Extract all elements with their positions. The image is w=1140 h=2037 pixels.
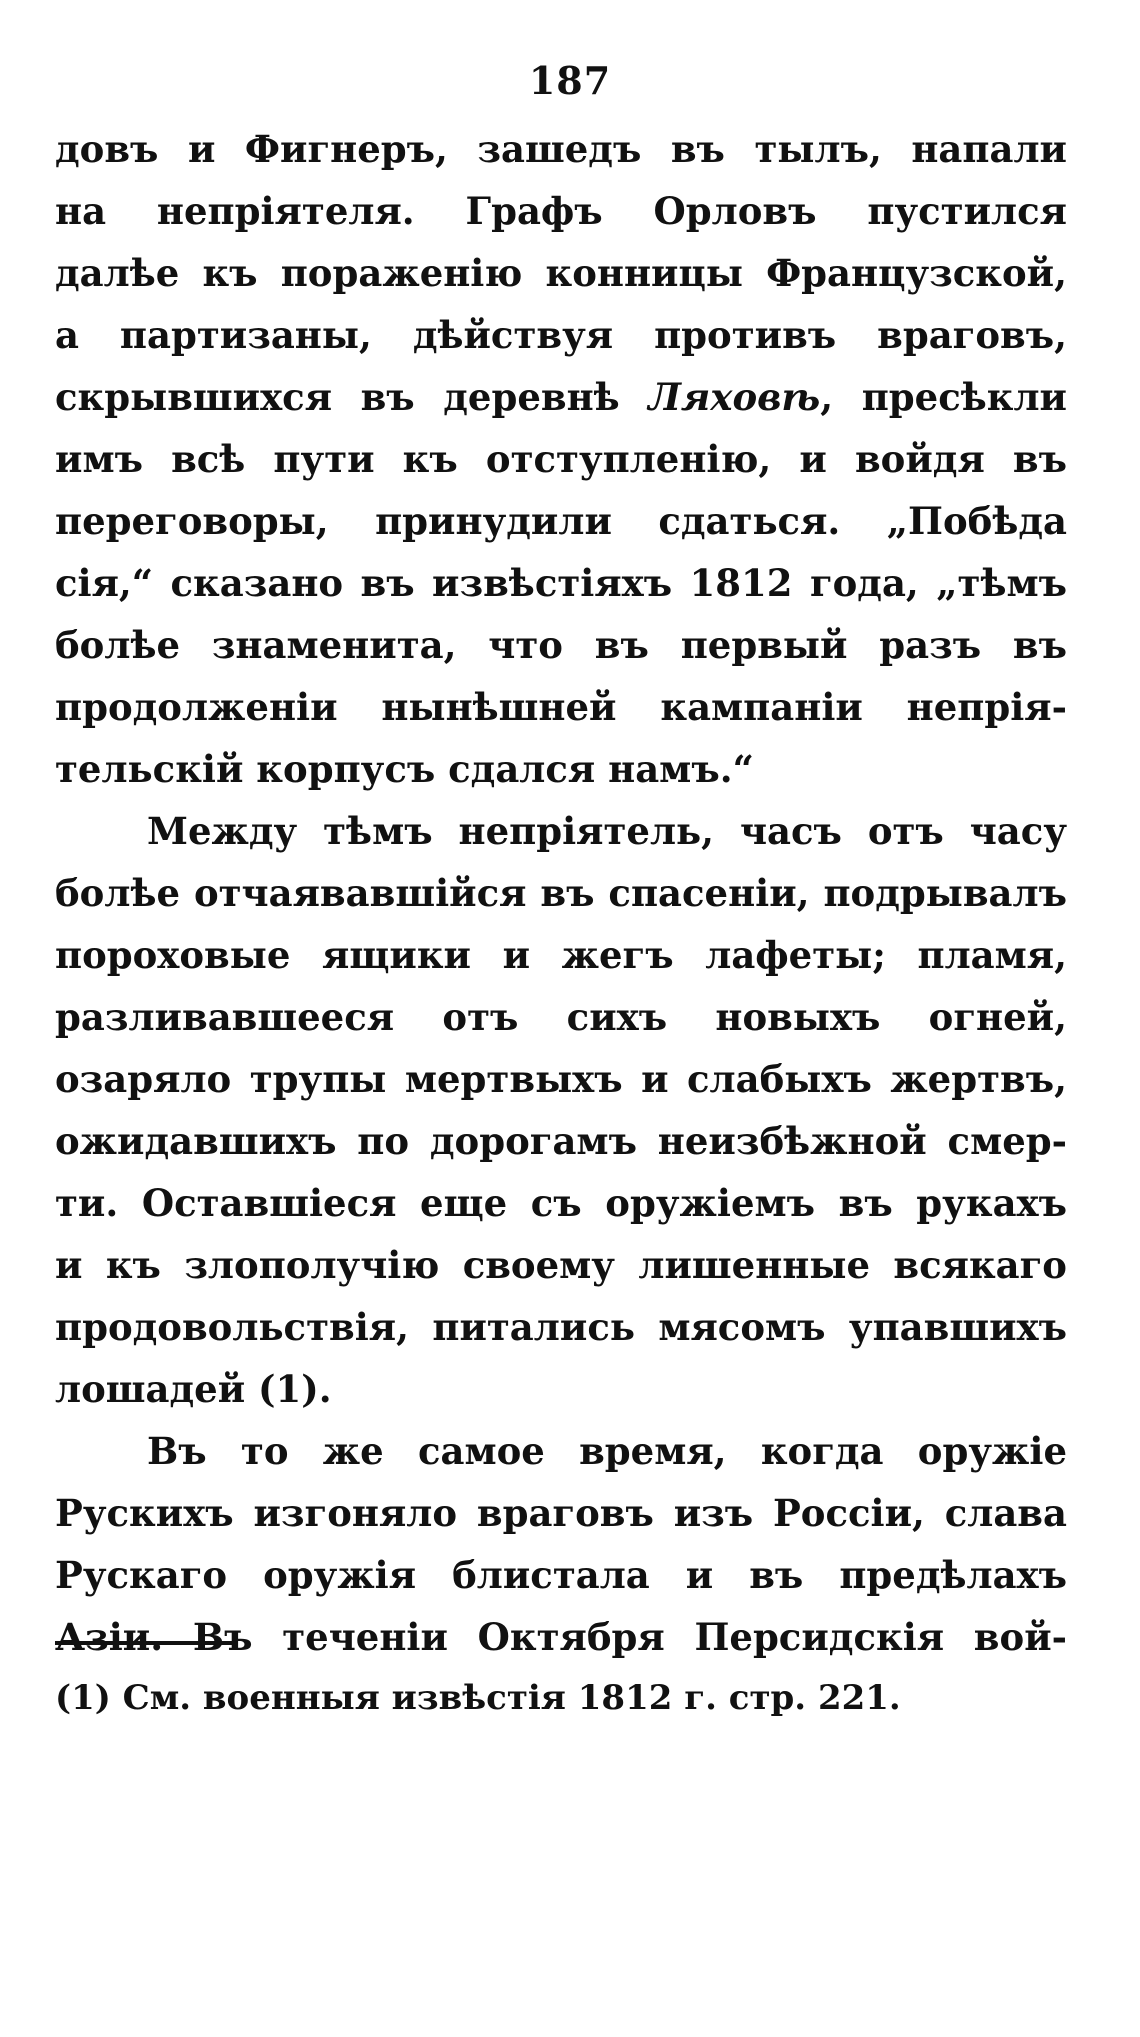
page-number: 187 xyxy=(528,58,612,103)
text-line: тельскій корпусъ сдался намъ.“ xyxy=(55,747,754,791)
text-line: а партизаны, дѣйствуя противъ враговъ, xyxy=(55,313,1067,357)
paragraph-start-line: Между тѣмъ непріятель, часъ отъ часу xyxy=(147,809,1067,853)
text-line: ожидавшихъ по дорогамъ неизбѣжной смер- xyxy=(55,1119,1067,1163)
text-line: озаряло трупы мертвыхъ и слабыхъ жертвъ, xyxy=(55,1057,1067,1101)
text-line: разливавшееся отъ сихъ новыхъ огней, xyxy=(55,995,1067,1039)
text-line: довъ и Фигнеръ, зашедъ въ тылъ, напали xyxy=(55,127,1067,171)
text-line: продолженіи нынѣшней кампаніи непрія- xyxy=(55,685,1067,729)
text-line: переговоры, принудили сдаться. „Побѣда xyxy=(55,499,1067,543)
text-line: ти. Оставшіеся еще съ оружіемъ въ рукахъ xyxy=(55,1181,1067,1225)
text-line: далѣе къ пораженію конницы Французской, xyxy=(55,251,1067,295)
text-line: имъ всѣ пути къ отступленію, и войдя въ xyxy=(55,437,1067,481)
text-segment: скрывшихся въ деревнѣ xyxy=(55,375,649,419)
body-text xyxy=(55,118,1067,1668)
text-line: на непріятеля. Графъ Орловъ пустился xyxy=(55,189,1067,233)
footnote-divider xyxy=(55,1641,233,1645)
text-line: Рускаго оружія блистала и въ предѣлахъ xyxy=(55,1553,1067,1597)
text-line: и къ злополучію своему лишенные всякаго xyxy=(55,1243,1067,1287)
text-line: лошадей (1). xyxy=(55,1367,332,1411)
text-line: болѣе знаменита, что въ первый разъ въ xyxy=(55,623,1067,667)
village-name: Ляховѣ xyxy=(648,375,821,419)
text-line: сія,“ сказано въ извѣстіяхъ 1812 года, „тѣмъ xyxy=(55,561,1067,605)
text-line: пороховые ящики и жегъ лафеты; пламя, xyxy=(55,933,1067,977)
text-line: Рускихъ изгоняло враговъ изъ Россіи, слава xyxy=(55,1491,1067,1535)
footnote: (1) См. военныя извѣстія 1812 г. стр. 221. xyxy=(55,1678,901,1718)
paragraph-start-line: Въ то же самое время, когда оружіе xyxy=(147,1429,1067,1473)
text-line: болѣе отчаявавшійся въ спасеніи, подрывалъ xyxy=(55,871,1067,915)
text-segment: , пресѣкли xyxy=(820,375,1067,419)
text-line xyxy=(55,366,1067,428)
text-line: продовольствія, питались мясомъ упавшихъ xyxy=(55,1305,1067,1349)
text-line: Азіи. Въ теченіи Октября Персидскія вой- xyxy=(55,1615,1067,1659)
